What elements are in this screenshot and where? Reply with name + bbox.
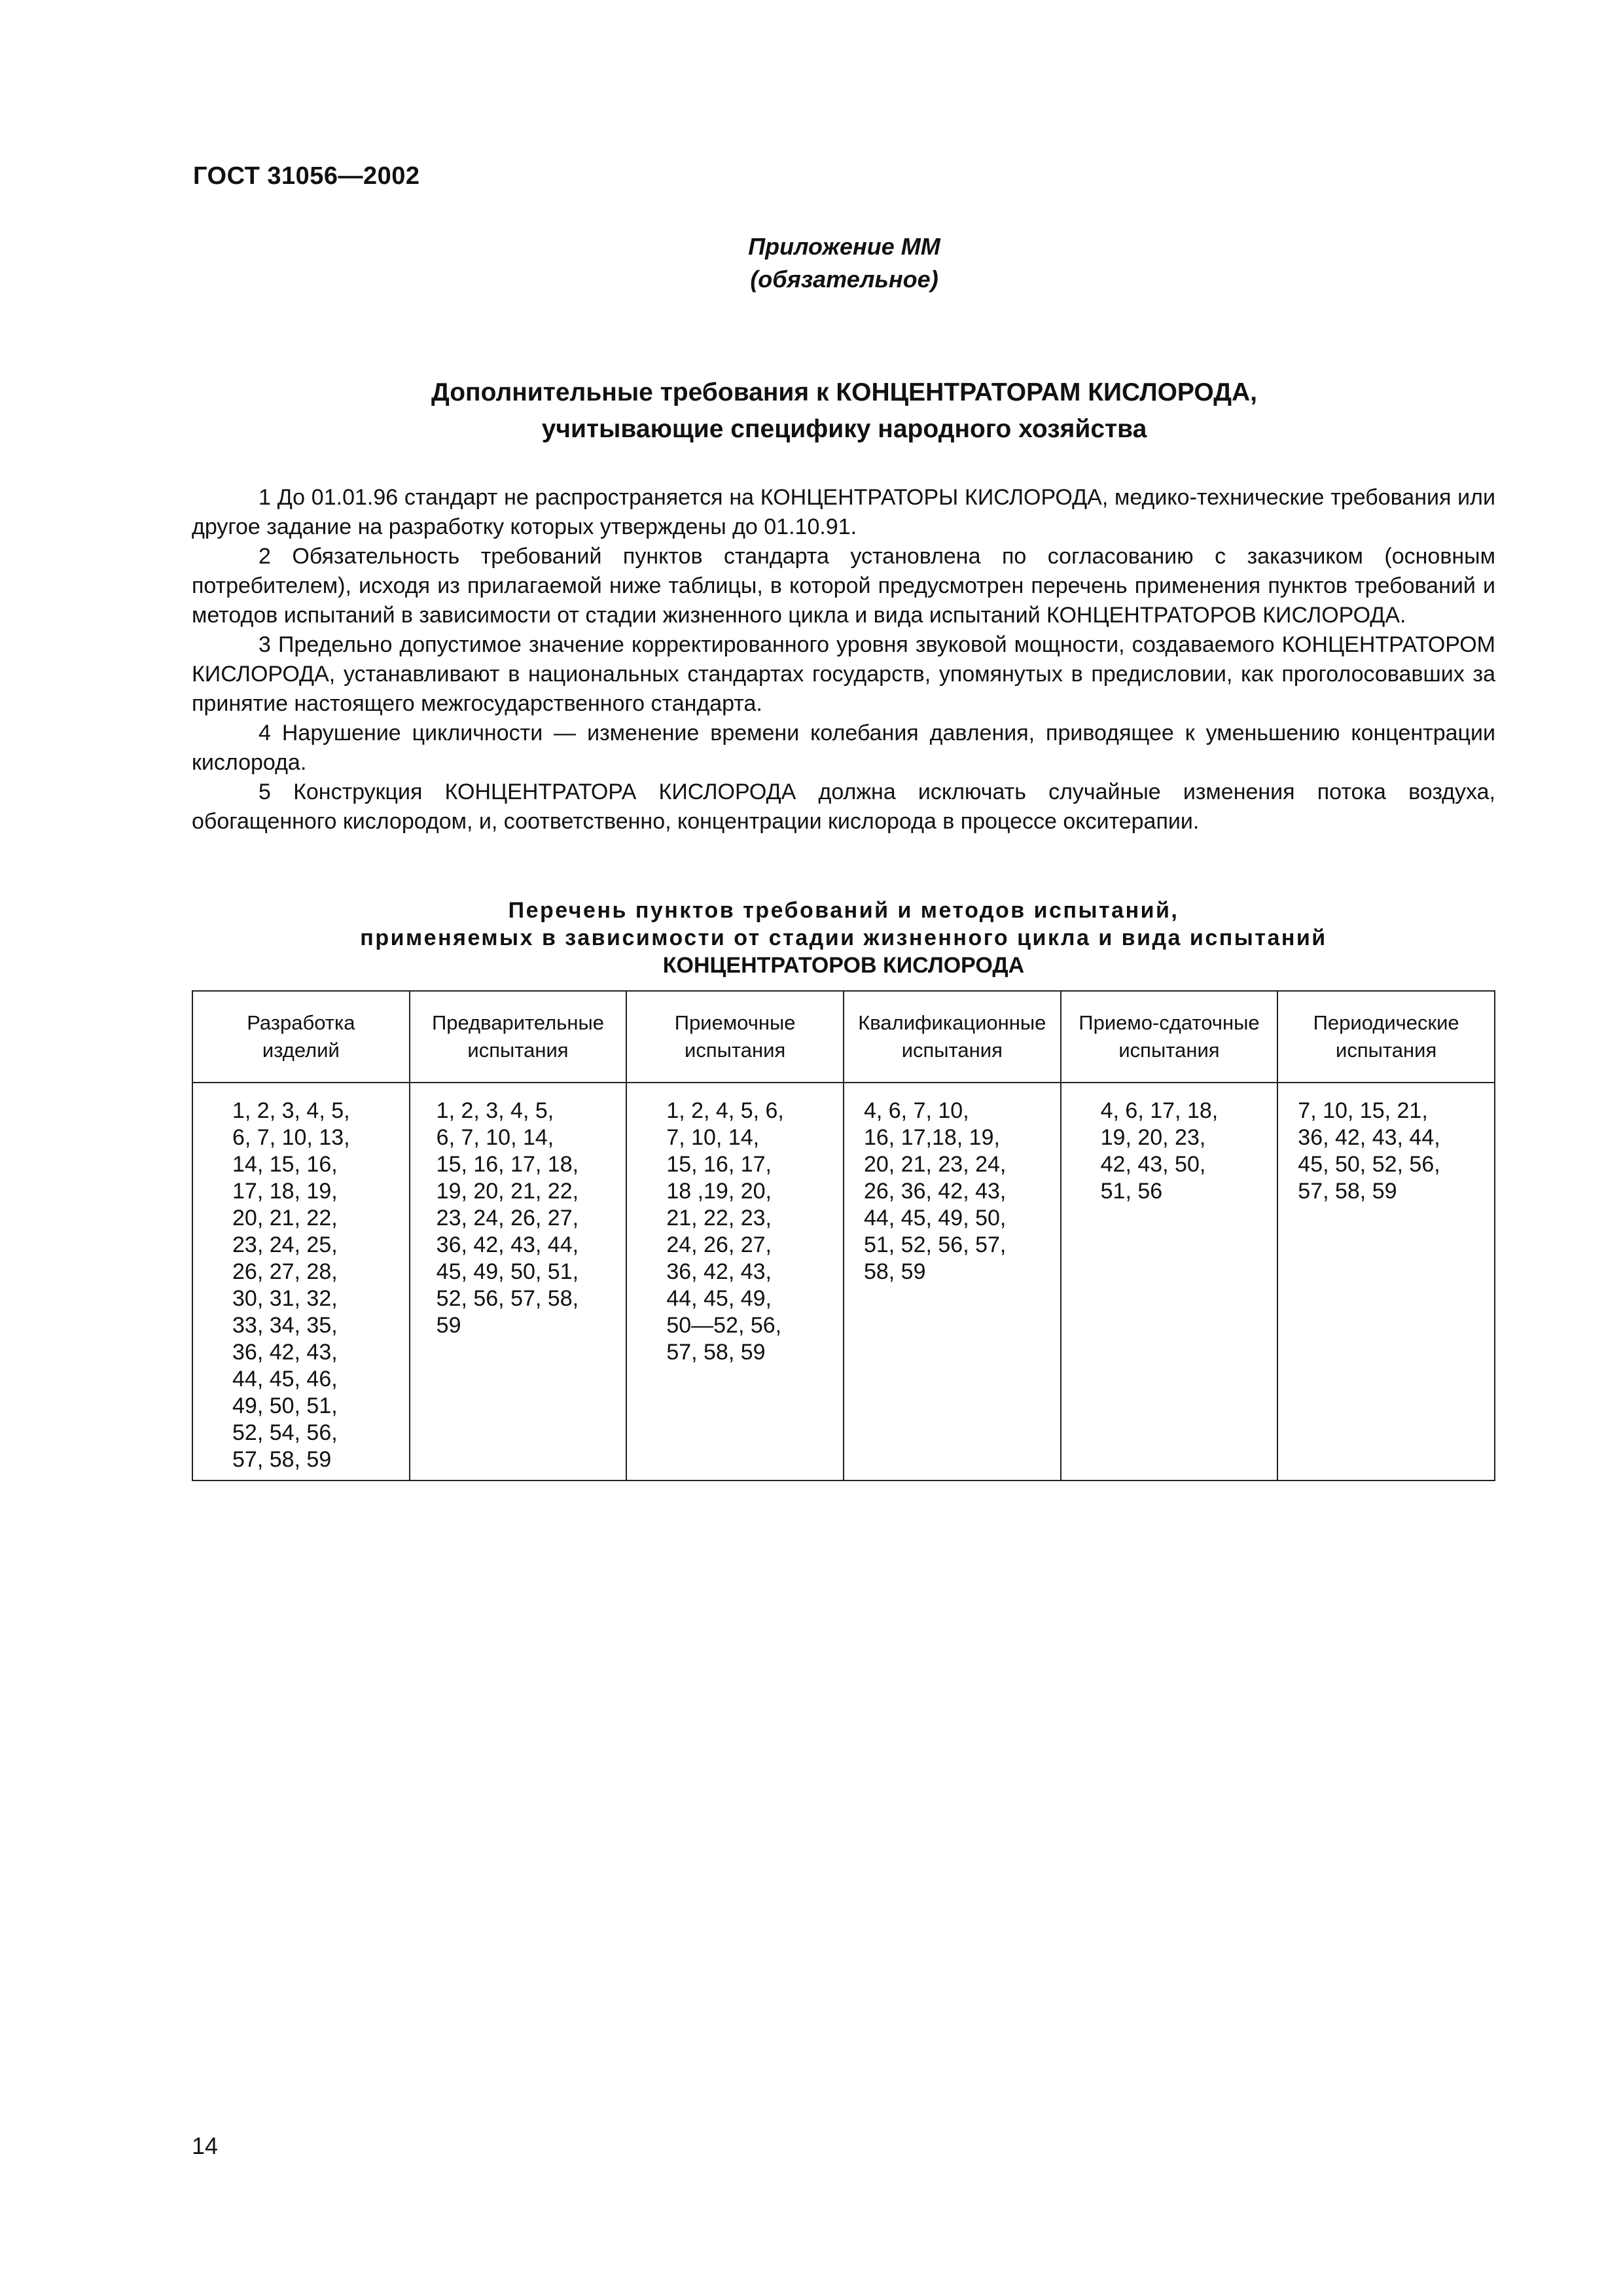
appendix-label: [0, 230, 1623, 296]
section-title: [193, 374, 1495, 448]
header-line: Периодические: [1313, 1011, 1459, 1034]
column-header-development: [192, 991, 410, 1083]
column-header-preliminary-tests: [410, 991, 627, 1083]
cell-line: 58, 59: [863, 1259, 926, 1284]
cell-line: 36, 42, 43, 44,: [436, 1232, 579, 1257]
cell-line: 57, 58, 59: [1298, 1179, 1397, 1204]
cell-values: [232, 1098, 370, 1473]
section-title-line-2: учитывающие специфику народного хозяйства: [541, 415, 1147, 443]
cell-line: 7, 10, 15, 21,: [1298, 1098, 1428, 1123]
header-line: Квалификационные: [858, 1011, 1046, 1034]
cell-preliminary-tests: [410, 1083, 627, 1480]
section-title-line-1: Дополнительные требования к КОНЦЕНТРАТОРАМ КИСЛОРОДА,: [431, 378, 1258, 406]
paragraph-3: 3 Предельно допустимое значение корректированного уровня звуковой мощности, создаваемого КОНЦЕНТРАТОРОМ КИСЛОРОДА, устанавливают в национальных стандартах государств, упомянутых в предисловии, как проголосовавших за принятие настоящего межгосударственного стандарта.: [192, 632, 1495, 716]
header-line: Предварительные: [431, 1011, 604, 1034]
cell-line: 45, 49, 50, 51,: [436, 1259, 579, 1284]
cell-line: 23, 24, 26, 27,: [436, 1206, 579, 1230]
cell-values: [437, 1098, 600, 1339]
cell-development: [192, 1083, 410, 1480]
cell-line: 44, 45, 49,: [666, 1286, 772, 1311]
cell-line: 36, 42, 43,: [666, 1259, 772, 1284]
cell-line: 52, 54, 56,: [232, 1420, 338, 1445]
header-line: изделий: [262, 1039, 340, 1062]
table-caption-line-3: КОНЦЕНТРАТОРОВ КИСЛОРОДА: [662, 953, 1025, 978]
cell-periodic-tests: [1277, 1083, 1495, 1480]
cell-line: 49, 50, 51,: [232, 1393, 338, 1418]
page-number: 14: [192, 2132, 219, 2159]
table-caption-line-2: применяемых в зависимости от стадии жизненного цикла и вида испытаний: [360, 925, 1327, 950]
cell-line: 16, 17,18, 19,: [863, 1125, 1000, 1150]
column-header-periodic-tests: [1277, 991, 1495, 1083]
cell-delivery-acceptance-tests: [1061, 1083, 1278, 1480]
header-line: Приемо-сдаточные: [1079, 1011, 1260, 1034]
table-caption: [192, 897, 1495, 979]
header-line: испытания: [1336, 1039, 1437, 1062]
cell-line: 19, 20, 23,: [1100, 1125, 1206, 1150]
cell-line: 26, 36, 42, 43,: [863, 1179, 1007, 1204]
cell-line: 4, 6, 7, 10,: [863, 1098, 969, 1123]
header-line: Приемочные: [674, 1011, 796, 1034]
header-line: испытания: [901, 1039, 1003, 1062]
cell-line: 50—52, 56,: [666, 1313, 782, 1338]
paragraph-1: 1 До 01.01.96 стандарт не распространяется на КОНЦЕНТРАТОРЫ КИСЛОРОДА, медико-технические требования или другое задание на разработку которых утверждены до 01.10.91.: [192, 485, 1495, 539]
appendix-title: Приложение ММ: [748, 233, 940, 260]
cell-line: 42, 43, 50,: [1100, 1152, 1206, 1177]
appendix-status: (обязательное): [750, 266, 938, 293]
table-header-row: [192, 991, 1495, 1083]
cell-line: 52, 56, 57, 58,: [436, 1286, 579, 1311]
column-header-delivery-acceptance-tests: [1061, 991, 1278, 1083]
cell-line: 44, 45, 46,: [232, 1367, 338, 1391]
cell-line: 51, 56: [1100, 1179, 1163, 1204]
column-header-qualification-tests: [844, 991, 1061, 1083]
cell-line: 44, 45, 49, 50,: [863, 1206, 1007, 1230]
cell-line: 1, 2, 4, 5, 6,: [666, 1098, 784, 1123]
cell-qualification-tests: [844, 1083, 1061, 1480]
cell-values: [1298, 1098, 1468, 1205]
cell-line: 19, 20, 21, 22,: [436, 1179, 579, 1204]
cell-line: 36, 42, 43, 44,: [1298, 1125, 1440, 1150]
body-text: [192, 483, 1495, 836]
cell-line: 51, 52, 56, 57,: [863, 1232, 1007, 1257]
cell-line: 1, 2, 3, 4, 5,: [232, 1098, 350, 1123]
table-caption-line-1: Перечень пунктов требований и методов испытаний,: [508, 898, 1179, 923]
cell-values: [864, 1098, 1041, 1285]
cell-acceptance-tests: [626, 1083, 844, 1480]
cell-line: 33, 34, 35,: [232, 1313, 338, 1338]
cell-line: 4, 6, 17, 18,: [1100, 1098, 1219, 1123]
cell-values: [1101, 1098, 1251, 1205]
cell-values: [666, 1098, 810, 1366]
cell-line: 23, 24, 25,: [232, 1232, 338, 1257]
cell-line: 15, 16, 17, 18,: [436, 1152, 579, 1177]
requirements-table: [192, 990, 1495, 1481]
cell-line: 7, 10, 14,: [666, 1125, 760, 1150]
header-line: испытания: [1118, 1039, 1220, 1062]
cell-line: 57, 58, 59: [666, 1340, 766, 1365]
cell-line: 57, 58, 59: [232, 1447, 332, 1472]
header-line: Разработка: [247, 1011, 355, 1034]
cell-line: 59: [436, 1313, 461, 1338]
paragraph-2: 2 Обязательность требований пунктов стандарта установлена по согласованию с заказчиком (основным потребителем), исходя из прилагаемой ниже таблицы, в которой предусмотрен перечень применения пунктов требований и методов испытаний в зависимости от стадии жизненного цикла и вида испытаний КОНЦЕНТРАТОРОВ КИСЛОРОДА.: [192, 544, 1495, 628]
table-body-row: [192, 1083, 1495, 1480]
cell-line: 21, 22, 23,: [666, 1206, 772, 1230]
header-line: испытания: [685, 1039, 786, 1062]
cell-line: 36, 42, 43,: [232, 1340, 338, 1365]
paragraph-4: 4 Нарушение цикличности — изменение времени колебания давления, приводящее к уменьшению концентрации кислорода.: [192, 721, 1495, 775]
header-line: испытания: [467, 1039, 569, 1062]
cell-line: 6, 7, 10, 14,: [436, 1125, 554, 1150]
cell-line: 24, 26, 27,: [666, 1232, 772, 1257]
paragraph-5: 5 Конструкция КОНЦЕНТРАТОРА КИСЛОРОДА должна исключать случайные изменения потока воздуха, обогащенного кислородом, и, соответственно, концентрации кислорода в процессе окситерапии.: [192, 780, 1495, 834]
cell-line: 18 ,19, 20,: [666, 1179, 772, 1204]
cell-line: 26, 27, 28,: [232, 1259, 338, 1284]
cell-line: 20, 21, 22,: [232, 1206, 338, 1230]
cell-line: 30, 31, 32,: [232, 1286, 338, 1311]
cell-line: 1, 2, 3, 4, 5,: [436, 1098, 554, 1123]
cell-line: 15, 16, 17,: [666, 1152, 772, 1177]
cell-line: 20, 21, 23, 24,: [863, 1152, 1007, 1177]
cell-line: 6, 7, 10, 13,: [232, 1125, 350, 1150]
cell-line: 45, 50, 52, 56,: [1298, 1152, 1440, 1177]
cell-line: 17, 18, 19,: [232, 1179, 338, 1204]
column-header-acceptance-tests: [626, 991, 844, 1083]
document-code: ГОСТ 31056—2002: [193, 162, 420, 190]
cell-line: 14, 15, 16,: [232, 1152, 338, 1177]
